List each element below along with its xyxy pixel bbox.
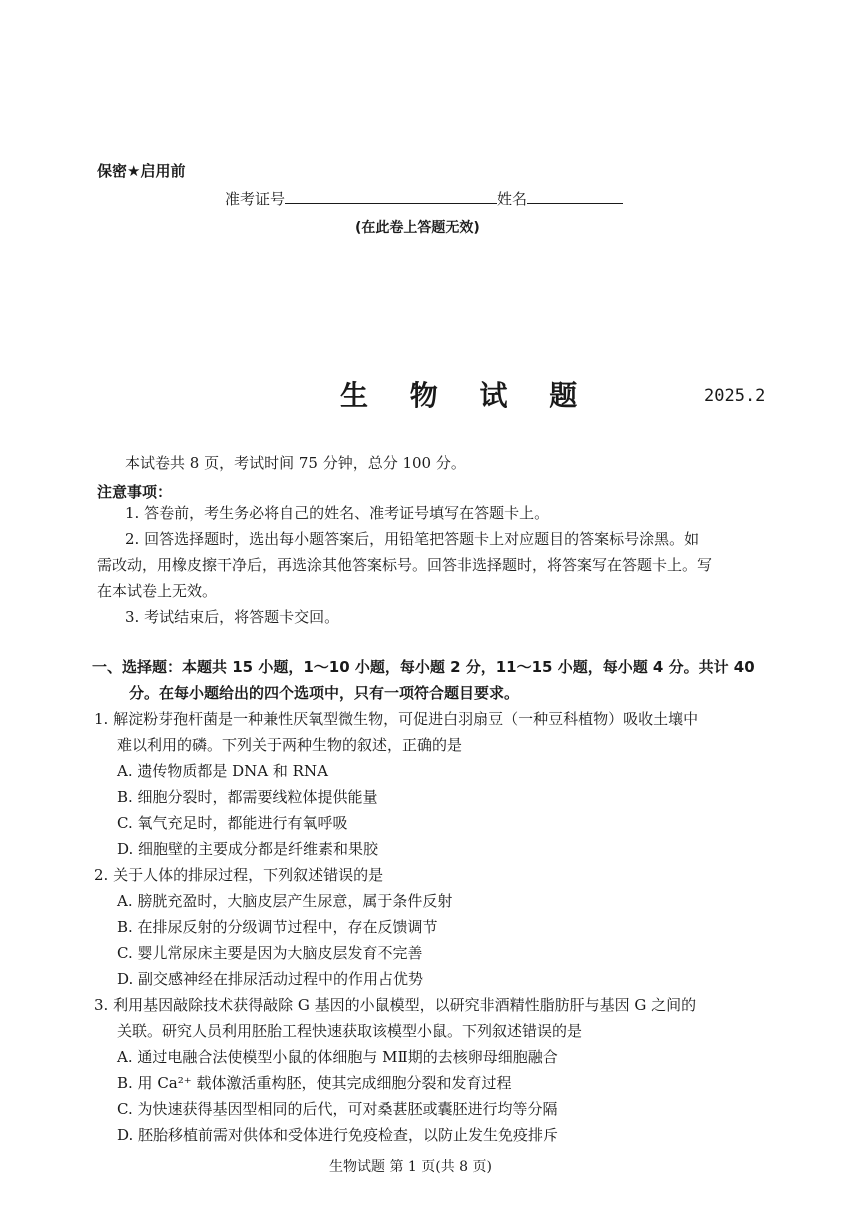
section-heading-line-2: 分。在每小题给出的四个选项中，只有一项符合题目要求。 xyxy=(129,684,520,702)
question-3-stem-line-2: 关联。研究人员利用胚胎工程快速获取该模型小鼠。下列叙述错误的是 xyxy=(117,1022,583,1040)
exam-date: 2025.2 xyxy=(704,386,766,406)
page-title: 生 物 试 题 xyxy=(340,379,594,412)
question-3-stem-line-1: 3. 利用基因敲除技术获得敲除 G 基因的小鼠模型，以研究非酒精性脂肪肝与基因 G 之间的 xyxy=(94,996,697,1014)
question-1-option-c: C. 氧气充足时，都能进行有氧呼吸 xyxy=(117,814,348,832)
question-1-option-d: D. 细胞壁的主要成分都是纤维素和果胶 xyxy=(117,840,379,858)
note-2-line-2: 需改动，用橡皮擦干净后，再选涂其他答案标号。回答非选择题时，将答案写在答题卡上。写 xyxy=(97,556,713,574)
section-heading-line-1: 一、选择题：本题共 15 小题，1～10 小题，每小题 2 分，11～15 小题，每小题 4 分。共计 40 xyxy=(92,658,755,676)
exam-id-blank xyxy=(285,189,497,204)
question-1-option-a: A. 遗传物质都是 DNA 和 RNA xyxy=(117,762,328,780)
question-2-option-b: B. 在排尿反射的分级调节过程中，存在反馈调节 xyxy=(117,918,438,936)
question-3-option-c: C. 为快速获得基因型相同的后代，可对桑葚胚或囊胚进行均等分隔 xyxy=(117,1100,558,1118)
question-3-option-b: B. 用 Ca²⁺ 载体激活重构胚，使其完成细胞分裂和发育过程 xyxy=(117,1074,512,1092)
question-1-option-b: B. 细胞分裂时，都需要线粒体提供能量 xyxy=(117,788,378,806)
confidential-label: 保密★启用前 xyxy=(97,162,186,180)
question-2-option-c: C. 婴儿常尿床主要是因为大脑皮层发育不完善 xyxy=(117,944,423,962)
question-3-option-d: D. 胚胎移植前需对供体和受体进行免疫检查，以防止发生免疫排斥 xyxy=(117,1126,559,1144)
note-1: 1. 答卷前，考生务必将自己的姓名、准考证号填写在答题卡上。 xyxy=(125,504,550,522)
exam-id-label: 准考证号 xyxy=(225,190,286,208)
question-2-stem: 2. 关于人体的排尿过程，下列叙述错误的是 xyxy=(94,866,384,884)
candidate-info-line xyxy=(225,188,623,209)
note-2-line-1: 2. 回答选择题时，选出每小题答案后，用铅笔把答题卡上对应题目的答案标号涂黑。如 xyxy=(125,530,700,548)
question-3-option-a: A. 通过电融合法使模型小鼠的体细胞与 MⅡ期的去核卵母细胞融合 xyxy=(117,1048,558,1066)
page-footer: 生物试题 第 1 页(共 8 页) xyxy=(329,1159,492,1175)
note-2-line-3: 在本试卷上无效。 xyxy=(97,582,218,600)
intro-text: 本试卷共 8 页，考试时间 75 分钟，总分 100 分。 xyxy=(125,454,466,472)
question-2-option-d: D. 副交感神经在排尿活动过程中的作用占优势 xyxy=(117,970,424,988)
name-blank xyxy=(527,189,623,204)
notes-title: 注意事项： xyxy=(97,483,173,501)
question-1-stem-line-2: 难以利用的磷。下列关于两种生物的叙述，正确的是 xyxy=(117,736,463,754)
question-2-option-a: A. 膀胱充盈时，大脑皮层产生尿意，属于条件反射 xyxy=(117,892,453,910)
note-3: 3. 考试结束后，将答题卡交回。 xyxy=(125,608,340,626)
question-1-stem-line-1: 1. 解淀粉芽孢杆菌是一种兼性厌氧型微生物，可促进白羽扇豆（一种豆科植物）吸收土壤中 xyxy=(94,710,699,728)
invalid-note: (在此卷上答题无效) xyxy=(355,220,480,236)
name-label: 姓名 xyxy=(497,190,528,208)
